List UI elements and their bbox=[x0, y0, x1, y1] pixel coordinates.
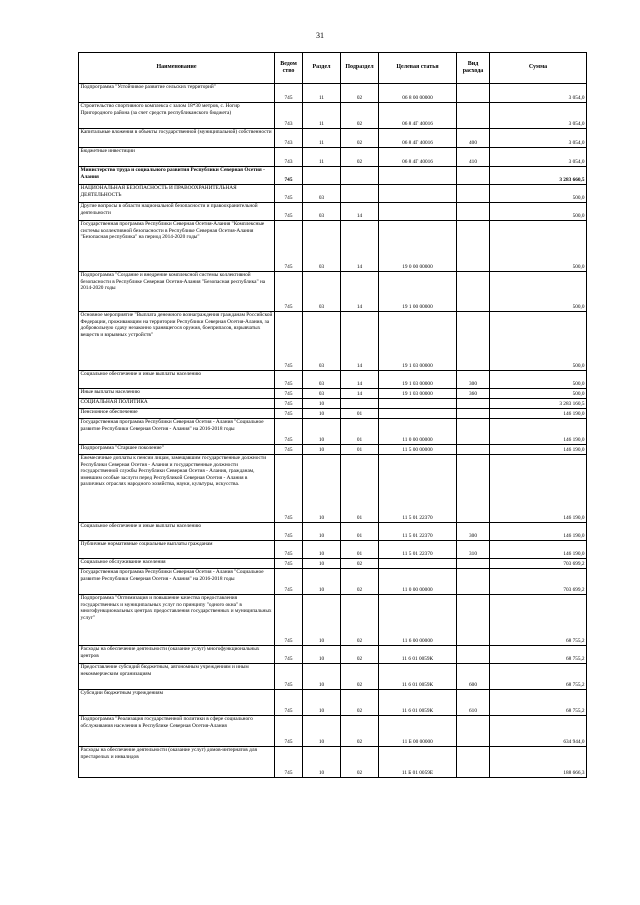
row-podrazdel: 02 bbox=[341, 595, 379, 646]
row-razdel: 03 bbox=[303, 312, 341, 371]
row-razdel: 10 bbox=[303, 523, 341, 541]
row-expense-type bbox=[457, 409, 490, 419]
row-expense-type bbox=[457, 559, 490, 569]
row-razdel: 10 bbox=[303, 569, 341, 595]
row-target-article bbox=[379, 185, 457, 203]
row-target-article: 19 1 03 00000 bbox=[379, 312, 457, 371]
row-vedomstvo: 745 bbox=[275, 747, 303, 778]
row-razdel: 03 bbox=[303, 203, 341, 221]
row-podrazdel: 02 bbox=[341, 747, 379, 778]
row-podrazdel: 01 bbox=[341, 419, 379, 445]
row-name: СОЦИАЛЬНАЯ ПОЛИТИКА bbox=[79, 399, 275, 409]
row-target-article: 06 8 4Г 40016 bbox=[379, 129, 457, 148]
row-vedomstvo: 745 bbox=[275, 203, 303, 221]
row-expense-type bbox=[457, 312, 490, 371]
row-podrazdel: 02 bbox=[341, 716, 379, 747]
row-sum: 68 755,2 bbox=[490, 595, 587, 646]
row-podrazdel: 14 bbox=[341, 371, 379, 389]
row-name: Предоставление субсидий бюджетным, автономным учреждениям и иным некоммерческим организациям bbox=[79, 664, 275, 690]
table-row bbox=[79, 523, 587, 541]
row-expense-type: 310 bbox=[457, 541, 490, 559]
table-row bbox=[79, 690, 587, 716]
table-row bbox=[79, 203, 587, 221]
row-expense-type: 600 bbox=[457, 664, 490, 690]
row-name: Строительство спортивного комплекса с залом 18*30 метров, с. Ногир Пригородного района (за счет средств республиканского бюджета) bbox=[79, 103, 275, 129]
row-name: Иные выплаты населению bbox=[79, 389, 275, 399]
row-expense-type bbox=[457, 569, 490, 595]
row-sum: 3 054,0 bbox=[490, 84, 587, 103]
row-podrazdel: 14 bbox=[341, 203, 379, 221]
row-vedomstvo: 745 bbox=[275, 523, 303, 541]
row-vedomstvo: 743 bbox=[275, 148, 303, 167]
row-razdel bbox=[303, 167, 341, 185]
row-name: Основное мероприятие "Выплата денежного вознаграждения гражданам Российской Федерации, проживающим на территории Республики Северная Осетия-Алания, за добровольную сдачу незаконно хранящегося оружия, боеприпасов, взрывчатых веществ и взрывных устройств" bbox=[79, 312, 275, 371]
row-sum: 146 190,0 bbox=[490, 445, 587, 455]
row-razdel: 11 bbox=[303, 129, 341, 148]
row-podrazdel: 14 bbox=[341, 389, 379, 399]
row-target-article: 06 8 4Г 40016 bbox=[379, 103, 457, 129]
table-row bbox=[79, 559, 587, 569]
row-vedomstvo: 745 bbox=[275, 185, 303, 203]
row-podrazdel: 14 bbox=[341, 272, 379, 312]
row-vedomstvo: 745 bbox=[275, 664, 303, 690]
row-podrazdel: 14 bbox=[341, 221, 379, 272]
row-sum: 146 190,0 bbox=[490, 419, 587, 445]
row-vedomstvo: 745 bbox=[275, 569, 303, 595]
row-razdel: 11 bbox=[303, 103, 341, 129]
row-podrazdel: 01 bbox=[341, 409, 379, 419]
row-target-article: 11 5 01 22370 bbox=[379, 455, 457, 523]
row-expense-type bbox=[457, 595, 490, 646]
row-vedomstvo: 745 bbox=[275, 716, 303, 747]
row-vedomstvo: 745 bbox=[275, 84, 303, 103]
row-expense-type bbox=[457, 167, 490, 185]
row-name: Подпрограмма "Реализация государственной политики в сфере социального обслуживания населения в Республике Северная Осетия-Алания bbox=[79, 716, 275, 747]
row-sum: 500,0 bbox=[490, 312, 587, 371]
row-vedomstvo: 745 bbox=[275, 167, 303, 185]
row-sum: 188 666,3 bbox=[490, 747, 587, 778]
table-row bbox=[79, 389, 587, 399]
row-sum: 3 283 660,5 bbox=[490, 167, 587, 185]
header-name: Наименование bbox=[79, 53, 275, 84]
row-target-article: 06 8 00 00000 bbox=[379, 84, 457, 103]
row-expense-type bbox=[457, 419, 490, 445]
row-expense-type: 360 bbox=[457, 389, 490, 399]
row-sum: 500,0 bbox=[490, 203, 587, 221]
header-target-article: Целевая статья bbox=[379, 53, 457, 84]
row-podrazdel: 14 bbox=[341, 312, 379, 371]
row-vedomstvo: 745 bbox=[275, 399, 303, 409]
row-vedomstvo: 745 bbox=[275, 389, 303, 399]
row-target-article bbox=[379, 409, 457, 419]
row-name: Государственная программа Республики Северная Осетия - Алания "Социальное развитие Республики Северная Осетия - Алания" на 2016-2018 годы bbox=[79, 569, 275, 595]
row-razdel: 03 bbox=[303, 221, 341, 272]
table-row bbox=[79, 646, 587, 664]
row-target-article: 11 0 00 00000 bbox=[379, 569, 457, 595]
row-target-article: 11 Б 00 00000 bbox=[379, 716, 457, 747]
row-vedomstvo: 745 bbox=[275, 595, 303, 646]
header-sum: Сумма bbox=[490, 53, 587, 84]
row-podrazdel: 01 bbox=[341, 445, 379, 455]
table-row bbox=[79, 541, 587, 559]
table-row bbox=[79, 221, 587, 272]
row-target-article: 11 0 00 00000 bbox=[379, 419, 457, 445]
row-sum: 146 190,0 bbox=[490, 523, 587, 541]
row-expense-type bbox=[457, 103, 490, 129]
row-target-article bbox=[379, 559, 457, 569]
row-expense-type: 610 bbox=[457, 690, 490, 716]
row-name: Подпрограмма "Оптимизация и повышение качества предоставления государственных и муниципальных услуг по принципу "одного окна" в многофункциональных центрах предоставления государственных и муниципальных услуг" bbox=[79, 595, 275, 646]
row-razdel: 10 bbox=[303, 399, 341, 409]
row-target-article: 19 0 00 00000 bbox=[379, 221, 457, 272]
row-sum: 500,0 bbox=[490, 221, 587, 272]
table-row bbox=[79, 569, 587, 595]
row-podrazdel: 01 bbox=[341, 455, 379, 523]
row-podrazdel bbox=[341, 185, 379, 203]
row-vedomstvo: 745 bbox=[275, 272, 303, 312]
row-expense-type bbox=[457, 445, 490, 455]
table-row bbox=[79, 272, 587, 312]
row-name: Государственная программа Республики Северная Осетия - Алания "Социальное развитие Республики Северная Осетия - Алания" на 2016-2018 годы bbox=[79, 419, 275, 445]
row-razdel: 10 bbox=[303, 646, 341, 664]
row-name: Пенсионное обеспечение bbox=[79, 409, 275, 419]
table-row bbox=[79, 312, 587, 371]
row-vedomstvo: 743 bbox=[275, 103, 303, 129]
table-row bbox=[79, 455, 587, 523]
table-row bbox=[79, 167, 587, 185]
table-row bbox=[79, 445, 587, 455]
row-sum: 68 755,2 bbox=[490, 690, 587, 716]
row-razdel: 11 bbox=[303, 84, 341, 103]
row-target-article bbox=[379, 399, 457, 409]
row-vedomstvo: 745 bbox=[275, 371, 303, 389]
row-razdel: 10 bbox=[303, 559, 341, 569]
row-podrazdel: 01 bbox=[341, 523, 379, 541]
row-target-article: 11 5 01 22370 bbox=[379, 523, 457, 541]
row-name: Расходы на обеспечение деятельности (оказание услуг) многофункциональных центров bbox=[79, 646, 275, 664]
row-vedomstvo: 743 bbox=[275, 129, 303, 148]
row-razdel: 10 bbox=[303, 690, 341, 716]
row-expense-type bbox=[457, 716, 490, 747]
row-vedomstvo: 745 bbox=[275, 541, 303, 559]
row-name: НАЦИОНАЛЬНАЯ БЕЗОПАСНОСТЬ И ПРАВООХРАНИТЕЛЬНАЯ ДЕЯТЕЛЬНОСТЬ bbox=[79, 185, 275, 203]
row-podrazdel: 02 bbox=[341, 559, 379, 569]
row-expense-type: 300 bbox=[457, 523, 490, 541]
row-sum: 500,0 bbox=[490, 185, 587, 203]
row-razdel: 10 bbox=[303, 595, 341, 646]
row-razdel: 10 bbox=[303, 445, 341, 455]
row-podrazdel: 02 bbox=[341, 129, 379, 148]
row-name: Субсидии бюджетным учреждениям bbox=[79, 690, 275, 716]
row-razdel: 10 bbox=[303, 409, 341, 419]
row-target-article bbox=[379, 203, 457, 221]
row-sum: 68 755,2 bbox=[490, 664, 587, 690]
row-expense-type bbox=[457, 272, 490, 312]
row-razdel: 10 bbox=[303, 419, 341, 445]
table-row bbox=[79, 747, 587, 778]
row-razdel: 03 bbox=[303, 371, 341, 389]
table-row bbox=[79, 103, 587, 129]
row-expense-type bbox=[457, 747, 490, 778]
row-podrazdel: 02 bbox=[341, 103, 379, 129]
row-name: Ежемесячные доплаты к пенсии лицам, замещавшим государственные должности Республики Северная Осетия - Алания и государственные должности государственной службы Республики Северная Осетия - Алания, гражданам, имевшим особые заслуги перед Республикой Северная Осетия - Алания в различных отраслях народного хозяйства, науки, культуры, искусства. bbox=[79, 455, 275, 523]
table-header-row bbox=[79, 53, 587, 84]
row-razdel: 11 bbox=[303, 148, 341, 167]
row-razdel: 10 bbox=[303, 664, 341, 690]
row-vedomstvo: 745 bbox=[275, 221, 303, 272]
row-target-article: 11 Б 01 0059Е bbox=[379, 747, 457, 778]
row-sum: 146 190,0 bbox=[490, 409, 587, 419]
row-target-article: 11 6 01 0059К bbox=[379, 646, 457, 664]
row-name: Социальное обслуживание населения bbox=[79, 559, 275, 569]
table-row bbox=[79, 399, 587, 409]
row-podrazdel: 01 bbox=[341, 541, 379, 559]
row-expense-type bbox=[457, 221, 490, 272]
row-razdel: 10 bbox=[303, 716, 341, 747]
row-vedomstvo: 745 bbox=[275, 690, 303, 716]
row-expense-type: 400 bbox=[457, 129, 490, 148]
row-target-article: 11 6 01 0059К bbox=[379, 664, 457, 690]
row-podrazdel bbox=[341, 167, 379, 185]
row-podrazdel: 02 bbox=[341, 569, 379, 595]
row-expense-type bbox=[457, 455, 490, 523]
row-podrazdel: 02 bbox=[341, 148, 379, 167]
row-vedomstvo: 745 bbox=[275, 312, 303, 371]
table-row bbox=[79, 185, 587, 203]
row-sum: 146 190,0 bbox=[490, 455, 587, 523]
row-razdel: 10 bbox=[303, 541, 341, 559]
row-sum: 500,0 bbox=[490, 371, 587, 389]
row-target-article: 11 6 00 00000 bbox=[379, 595, 457, 646]
row-vedomstvo: 745 bbox=[275, 419, 303, 445]
row-podrazdel: 02 bbox=[341, 690, 379, 716]
row-target-article bbox=[379, 167, 457, 185]
row-expense-type: 410 bbox=[457, 148, 490, 167]
row-podrazdel bbox=[341, 399, 379, 409]
row-name: Бюджетные инвестиции bbox=[79, 148, 275, 167]
row-sum: 634 944,0 bbox=[490, 716, 587, 747]
row-target-article: 19 1 03 00000 bbox=[379, 371, 457, 389]
row-razdel: 03 bbox=[303, 185, 341, 203]
table-row bbox=[79, 716, 587, 747]
row-vedomstvo: 745 bbox=[275, 455, 303, 523]
row-name: Подпрограмма "Старшее поколение" bbox=[79, 445, 275, 455]
row-target-article: 11 5 00 00000 bbox=[379, 445, 457, 455]
row-expense-type bbox=[457, 185, 490, 203]
row-name: Капитальные вложения в объекты государственной (муниципальной) собственности bbox=[79, 129, 275, 148]
row-expense-type bbox=[457, 203, 490, 221]
row-name: Государственная программа Республики Северная Осетия-Алания "Комплексные системы коллективной безопасности в Республике Северная Осетия-Алания "Безопасная республика" на период 2014-2020 годы" bbox=[79, 221, 275, 272]
row-name: Министерство труда и социального развития Республики Северная Осетия - Алания bbox=[79, 167, 275, 185]
row-sum: 146 190,0 bbox=[490, 541, 587, 559]
row-target-article: 11 6 01 0059К bbox=[379, 690, 457, 716]
row-name: Подпрограмма "Создание и внедрение комплексной системы коллективной безопасности в Республике Северная Осетия-Алания "Безопасная республика" на 2014-2020 годы bbox=[79, 272, 275, 312]
row-razdel: 03 bbox=[303, 272, 341, 312]
header-razdel: Раздел bbox=[303, 53, 341, 84]
row-target-article: 19 1 03 00000 bbox=[379, 389, 457, 399]
row-vedomstvo: 745 bbox=[275, 559, 303, 569]
row-razdel: 10 bbox=[303, 747, 341, 778]
budget-table bbox=[78, 52, 587, 778]
table-row bbox=[79, 664, 587, 690]
table-row bbox=[79, 129, 587, 148]
header-vedomstvo: Ведом ство bbox=[275, 53, 303, 84]
row-sum: 500,0 bbox=[490, 389, 587, 399]
row-razdel: 03 bbox=[303, 389, 341, 399]
row-sum: 3 283 160,5 bbox=[490, 399, 587, 409]
row-sum: 3 054,0 bbox=[490, 148, 587, 167]
header-expense-type: Вид расхода bbox=[457, 53, 490, 84]
row-podrazdel: 02 bbox=[341, 84, 379, 103]
table-row bbox=[79, 84, 587, 103]
row-vedomstvo: 745 bbox=[275, 409, 303, 419]
page-number: 31 bbox=[316, 31, 324, 40]
row-expense-type bbox=[457, 399, 490, 409]
row-sum: 500,0 bbox=[490, 272, 587, 312]
row-podrazdel: 02 bbox=[341, 664, 379, 690]
header-podrazdel: Подраздел bbox=[341, 53, 379, 84]
row-name: Социальное обеспечение и иные выплаты населению bbox=[79, 371, 275, 389]
row-expense-type bbox=[457, 84, 490, 103]
table-row bbox=[79, 371, 587, 389]
table-row bbox=[79, 419, 587, 445]
row-podrazdel: 02 bbox=[341, 646, 379, 664]
row-name: Социальное обеспечение и иные выплаты населению bbox=[79, 523, 275, 541]
row-sum: 68 755,2 bbox=[490, 646, 587, 664]
row-vedomstvo: 745 bbox=[275, 646, 303, 664]
row-target-article: 19 1 00 00000 bbox=[379, 272, 457, 312]
row-sum: 3 054,0 bbox=[490, 103, 587, 129]
row-expense-type: 300 bbox=[457, 371, 490, 389]
row-vedomstvo: 745 bbox=[275, 445, 303, 455]
row-sum: 3 054,0 bbox=[490, 129, 587, 148]
row-razdel: 10 bbox=[303, 455, 341, 523]
row-sum: 703 699,2 bbox=[490, 559, 587, 569]
row-name: Публичные нормативные социальные выплаты гражданам bbox=[79, 541, 275, 559]
row-name: Другие вопросы в области национальной безопасности и правоохранительной деятельности bbox=[79, 203, 275, 221]
row-expense-type bbox=[457, 646, 490, 664]
table-row bbox=[79, 409, 587, 419]
row-name: Расходы на обеспечение деятельности (оказание услуг) домов-интернатов для престарелых и инвалидов bbox=[79, 747, 275, 778]
table-row bbox=[79, 595, 587, 646]
row-sum: 703 699,2 bbox=[490, 569, 587, 595]
row-target-article: 11 5 01 22370 bbox=[379, 541, 457, 559]
row-target-article: 06 8 4Г 40016 bbox=[379, 148, 457, 167]
table-row bbox=[79, 148, 587, 167]
row-name: Подпрограмма "Устойчивое развитие сельских территорий" bbox=[79, 84, 275, 103]
table-body bbox=[79, 84, 587, 778]
